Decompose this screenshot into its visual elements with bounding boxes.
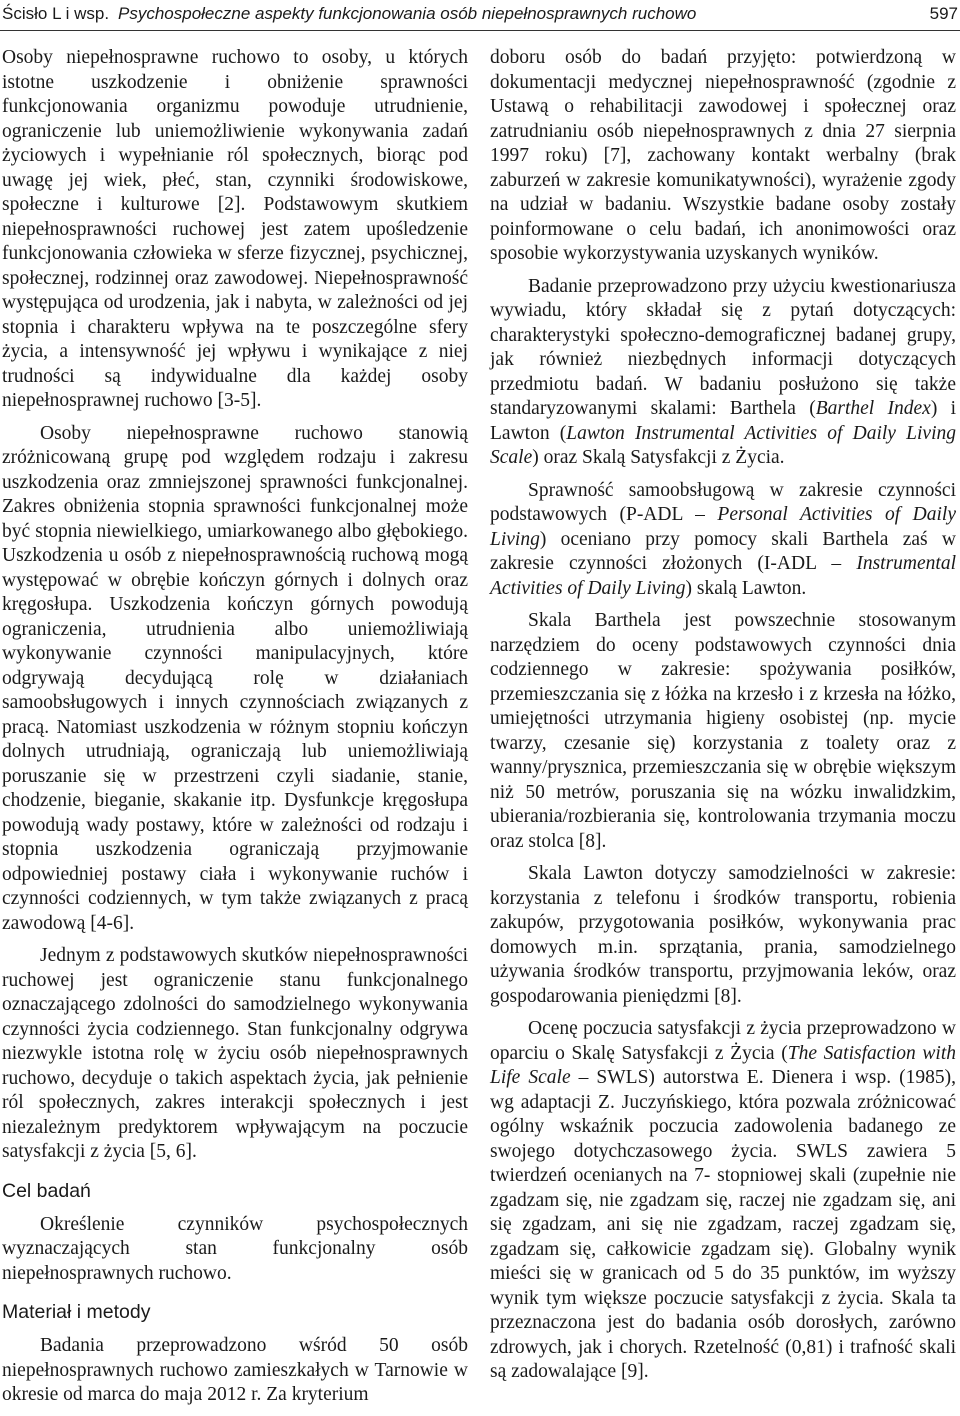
- text-run: ) i Lawton (: [490, 398, 956, 444]
- italic-term: Lawton Instrumental Activities of Daily Living Scale: [490, 422, 956, 468]
- left-column: [2, 46, 468, 1416]
- italic-term: Personal Activities of Daily Living: [490, 504, 956, 550]
- text-run: – SWLS) autorstwa E. Dienera i wsp. (1985), wg adaptacji Z. Juczyńskiego, która pozwala zróżnicować ogólny wskaźnik poczucia zadowolenia badanego ze swojego dotychczasowego życia. SWLS zawiera 5 twierdzeń ocenianych na 7- stopniowej skali (zupełnie nie zgadzam się, nie zgadzam się, raczej nie zgadzam się, ani się zgadzam, ani się nie zgadzam, raczej zgadzam się, zgadzam się, całkowicie zgadzam się). Globalny wynik mieści się w granicach od 5 do 35 punktów, im wyższy wynik tym większe poczucie satysfakcji z życia. Skala ta przeznaczona jest do badania osób dorosłych, zarówno zdrowych, jak i chorych. Rzetelność (0,81) i trafność skali są zadowalające [9].: [490, 1067, 956, 1382]
- paragraph: Osoby niepełnosprawne ruchowo stanowią zróżnicowaną grupę pod względem rodzaju i zakresu uszkodzenia oraz zmniejszonej sprawności funkcjonalnej. Zakres obniżenia stopnia sprawności funkcjonalnej może być stopnia niewielkiego, umiarkowanego albo głębokiego. Uszkodzenia u osób z niepełnosprawnością ruchową mogą występować w obrębie kończyn górnych i dolnych oraz kręgosłupa. Uszkodzenia kończyn górnych powodują ograniczenia, utrudnienia albo uniemożliwiają wykonywanie czynności manipulacyjnych, które odgrywają decydującą rolę w działaniach samoobsługowych i innych czynnościach związanych z pracą. Natomiast uszkodzenia w różnym stopniu kończyn dolnych utrudniają, ograniczają lub uniemożliwiają poruszanie się w przestrzeni czyli siadanie, stanie, chodzenie, bieganie, skakanie itp. Dysfunkcje kręgosłupa powodują wady postawy, które w zależności od rodzaju i stopnia uszkodzenia ograniczają przyjmowanie odpowiedniej postawy ciała i wykonywanie ruchów i czynności codziennych, w tym także związanych z pracą zawodową [4-6].: [2, 422, 468, 934]
- paragraph: [490, 275, 956, 471]
- text-run: ) skalą Lawton.: [685, 577, 807, 599]
- paragraph: Określenie czynników psychospołecznych wyznaczających stan funkcjonalny osób niepełnosprawnych ruchowo.: [2, 1213, 468, 1284]
- paragraph: doboru osób do badań przyjęto: potwierdzoną w dokumentacji medycznej niepełnosprawność (zgodnie z Ustawą o rehabilitacji zawodowej i społecznej oraz zatrudnianiu osób niepełnosprawnych z dnia 27 sierpnia 1997 roku) [7], zachowany kontakt werbalny (brak zaburzeń w zakresie komunikatywności), wyrażenie zgody na udział w badaniu. Wszystkie badane osoby zostały poinformowane o celu badań, ich anonimowości oraz sposobie wykorzystywania uzyskanych wyników.: [490, 47, 956, 264]
- header-authors: Ścisło L i wsp.: [2, 4, 110, 23]
- paragraph: Skala Barthela jest powszechnie stosowanym narzędziem do oceny podstawowych czynności dnia codziennego w zakresie: spożywania posiłków, przemieszczania się z łóżka na krzesło i z krzesła na łóżko, umiejętności utrzymania higieny osobistej (np. mycie twarzy, czesanie się) korzystania z toalety oraz z wanny/prysznica, przemieszczania się w obrębie większym niż 50 metrów, poruszania się na wózku inwalidzkim, ubierania/rozbierania się, kontrolowania trzymania moczu oraz stolca [8].: [490, 610, 956, 852]
- text-run: ) oraz Skalą Satysfakcji z Życia.: [532, 447, 785, 468]
- paragraph: Jednym z podstawowych skutków niepełnosprawności ruchowej jest ograniczenie stanu funkcjonalnego oznaczającego zdolności do samodzielnego wykonywania czynności życia codziennego. Stan funkcjonalny odgrywa niezwykle istotna rolę w życiu osób niepełnosprawnych ruchowo, decyduje o takich aspektach życia, jak pełnienie ról społecznych, zakres interakcji społecznych i jest niezależnym predyktorem wpływającym na poczucie satysfakcji z życia [5, 6].: [2, 945, 468, 1162]
- paragraph: [490, 479, 956, 602]
- italic-term: The Satisfaction with Life Scale: [490, 1042, 956, 1088]
- running-header: [0, 0, 960, 31]
- page-number: 597: [929, 4, 958, 23]
- italic-term: Barthel Index: [815, 398, 931, 419]
- paragraph: Skala Lawton dotyczy samodzielności w zakresie: korzystania z telefonu i środków transportu, robienia zakupów, przygotowania posiłków, wykonywania prac domowych m.in. sprzątania, prania, samodzielnego używania środków transportu, przyjmowania leków, oraz gospodarowania pieniędzmi [8].: [490, 863, 956, 1007]
- italic-term: Instrumental Activities of Daily Living: [490, 553, 956, 599]
- text-run: Ocenę poczucia satysfakcji z życia przeprowadzono w oparciu o Skalę Satysfakcji z Życia (: [490, 1018, 956, 1064]
- paragraph: Badania przeprowadzono wśród 50 osób niepełnosprawnych ruchowo zamieszkałych w Tarnowie w okresie od marca do maja 2012 r. Za kryterium: [2, 1335, 468, 1405]
- text-run: Sprawność samoobsługową w zakresie czynności podstawowych (P-ADL –: [490, 479, 956, 525]
- header-title: Psychospołeczne aspekty funkcjonowania osób niepełnosprawnych ruchowo: [118, 4, 697, 23]
- text-run: ) oceniano przy pomocy skali Barthela zaś w zakresie czynności złożonych (I-ADL –: [490, 528, 956, 574]
- section-heading-aim: Cel badań: [2, 1179, 91, 1202]
- paragraph: Osoby niepełnosprawne ruchowo to osoby, u których istotne uszkodzenie i obniżenie sprawności funkcjonowania organizmu powoduje utrudnienie, ograniczenie lub uniemożliwienie wykonywania zadań życiowych i wypełnianie ról społecznych, biorąc pod uwagę jej wiek, płeć, stan, czynniki środowiskowe, społeczne i kulturowe [2]. Podstawowym skutkiem niepełnosprawności ruchowej jest zatem upośledzenie funkcjonowania człowieka w sferze fizycznej, psychicznej, społecznej, rodzinnej oraz zawodowej. Niepełnosprawność występująca od urodzenia, jak i nabyta, w zależności od jej stopnia i charakteru wpływa na te poszczególne sfery życia, a intensywność jej wpływu i wynikające z niej trudności są indywidualne dla każdej osoby niepełnosprawnej ruchowo [3-5].: [2, 47, 468, 411]
- paragraph: [490, 1017, 956, 1385]
- text-run: Badanie przeprowadzono przy użyciu kwestionariusza wywiadu, który składał się z pytań dotyczących: charakterystyki społeczno-demograficznej badanej grupy, jak również niezbędnych informacji dotyczących przedmiotu badań. W badaniu posłużono się także standaryzowanymi skalami: Barthela (: [490, 275, 956, 419]
- right-column: [490, 46, 956, 1393]
- section-heading-methods: Materiał i metody: [2, 1301, 151, 1323]
